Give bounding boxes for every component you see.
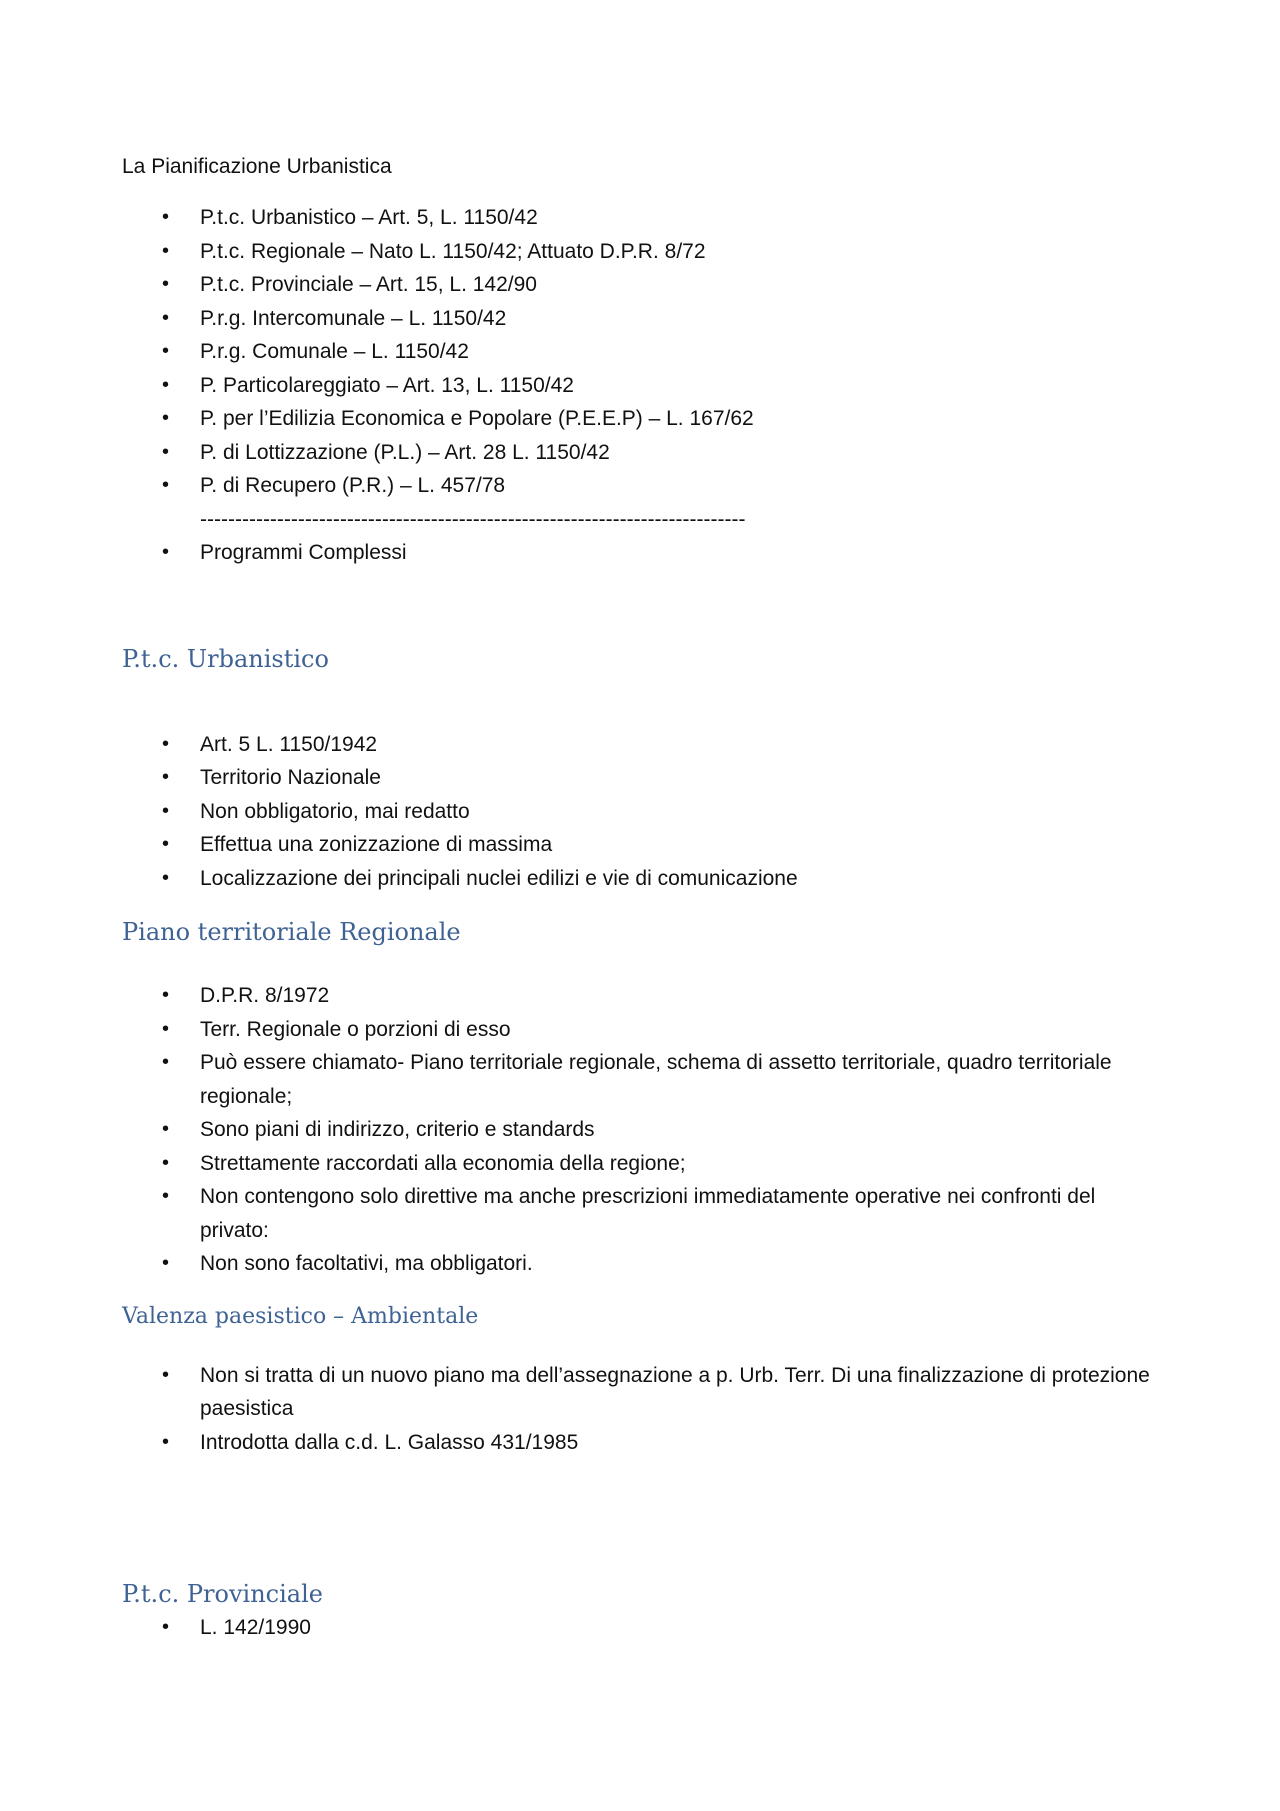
bullet-icon: • bbox=[162, 1151, 170, 1174]
intro-extra-list bbox=[122, 536, 1162, 570]
heading-ptc-provinciale: P.t.c. Provinciale bbox=[122, 1580, 323, 1608]
list-item: • Effettua una zonizzazione di massima bbox=[122, 828, 1162, 862]
list-item: • Terr. Regionale o porzioni di esso bbox=[122, 1013, 1162, 1047]
list-item: • P. di Recupero (P.R.) – L. 457/78 bbox=[122, 469, 1162, 503]
list-item: • P. per l’Edilizia Economica e Popolare (P.E.E.P) – L. 167/62 bbox=[122, 402, 1162, 436]
list-item: • L. 142/1990 bbox=[122, 1611, 1162, 1645]
list-item: • P.t.c. Provinciale – Art. 15, L. 142/90 bbox=[122, 268, 1162, 302]
valenza-list bbox=[122, 1359, 1162, 1460]
intro-list bbox=[122, 201, 1162, 503]
bullet-icon: • bbox=[162, 732, 170, 755]
separator-line: ------------------------------------------------------------------------------ bbox=[200, 507, 745, 531]
list-item: • Può essere chiamato- Piano territoriale regionale, schema di assetto territoriale, quadro territoriale regionale; bbox=[122, 1046, 1162, 1113]
list-item: • P.r.g. Comunale – L. 1150/42 bbox=[122, 335, 1162, 369]
bullet-icon: • bbox=[162, 799, 170, 822]
bullet-icon: • bbox=[162, 1185, 170, 1207]
bullet-icon: • bbox=[162, 306, 170, 329]
list-item: • Non contengono solo direttive ma anche prescrizioni immediatamente operative nei confronti del privato: bbox=[122, 1180, 1162, 1247]
bullet-icon: • bbox=[162, 984, 170, 1006]
bullet-icon: • bbox=[162, 1616, 170, 1638]
list-item: • Localizzazione dei principali nuclei edilizi e vie di comunicazione bbox=[122, 862, 1162, 896]
list-item: • P.t.c. Urbanistico – Art. 5, L. 1150/42 bbox=[122, 201, 1162, 235]
bullet-icon: • bbox=[162, 206, 170, 228]
bullet-icon: • bbox=[162, 273, 170, 295]
bullet-icon: • bbox=[162, 340, 170, 362]
bullet-icon: • bbox=[162, 833, 170, 855]
list-item: • Sono piani di indirizzo, criterio e standards bbox=[122, 1113, 1162, 1147]
bullet-icon: • bbox=[162, 407, 170, 429]
bullet-icon: • bbox=[162, 239, 170, 262]
bullet-icon: • bbox=[162, 440, 170, 463]
bullet-icon: • bbox=[162, 541, 170, 563]
list-item: • P.t.c. Regionale – Nato L. 1150/42; Attuato D.P.R. 8/72 bbox=[122, 235, 1162, 269]
bullet-icon: • bbox=[162, 766, 170, 788]
bullet-icon: • bbox=[162, 1363, 170, 1386]
list-item: • Non si tratta di un nuovo piano ma dell’assegnazione a p. Urb. Terr. Di una finalizzazione di protezione paesistica bbox=[122, 1359, 1162, 1426]
list-item: • Territorio Nazionale bbox=[122, 761, 1162, 795]
bullet-icon: • bbox=[162, 1051, 170, 1073]
ptc-urbanistico-list bbox=[122, 728, 1162, 896]
bullet-icon: • bbox=[162, 1017, 170, 1040]
bullet-icon: • bbox=[162, 474, 170, 496]
document-title: La Pianificazione Urbanistica bbox=[122, 155, 392, 178]
heading-piano-regionale: Piano territoriale Regionale bbox=[122, 918, 461, 946]
list-item: • Non sono facoltativi, ma obbligatori. bbox=[122, 1247, 1162, 1281]
bullet-icon: • bbox=[162, 1430, 170, 1453]
ptc-provinciale-list bbox=[122, 1611, 1162, 1645]
list-item: • Art. 5 L. 1150/1942 bbox=[122, 728, 1162, 762]
list-item: • Strettamente raccordati alla economia della regione; bbox=[122, 1147, 1162, 1181]
list-item: • P.r.g. Intercomunale – L. 1150/42 bbox=[122, 302, 1162, 336]
heading-ptc-urbanistico: P.t.c. Urbanistico bbox=[122, 644, 329, 673]
piano-regionale-list bbox=[122, 979, 1162, 1281]
document-body bbox=[122, 150, 1162, 1645]
list-item: • D.P.R. 8/1972 bbox=[122, 979, 1162, 1013]
bullet-icon: • bbox=[162, 1252, 170, 1274]
list-item: • P. Particolareggiato – Art. 13, L. 1150/42 bbox=[122, 369, 1162, 403]
bullet-icon: • bbox=[162, 866, 170, 889]
bullet-icon: • bbox=[162, 373, 170, 396]
bullet-icon: • bbox=[162, 1118, 170, 1140]
list-item: • Programmi Complessi bbox=[122, 536, 1162, 570]
list-item: • Non obbligatorio, mai redatto bbox=[122, 795, 1162, 829]
list-item: • Introdotta dalla c.d. L. Galasso 431/1985 bbox=[122, 1426, 1162, 1460]
list-item: • P. di Lottizzazione (P.L.) – Art. 28 L. 1150/42 bbox=[122, 436, 1162, 470]
heading-valenza: Valenza paesistico – Ambientale bbox=[122, 1303, 479, 1329]
